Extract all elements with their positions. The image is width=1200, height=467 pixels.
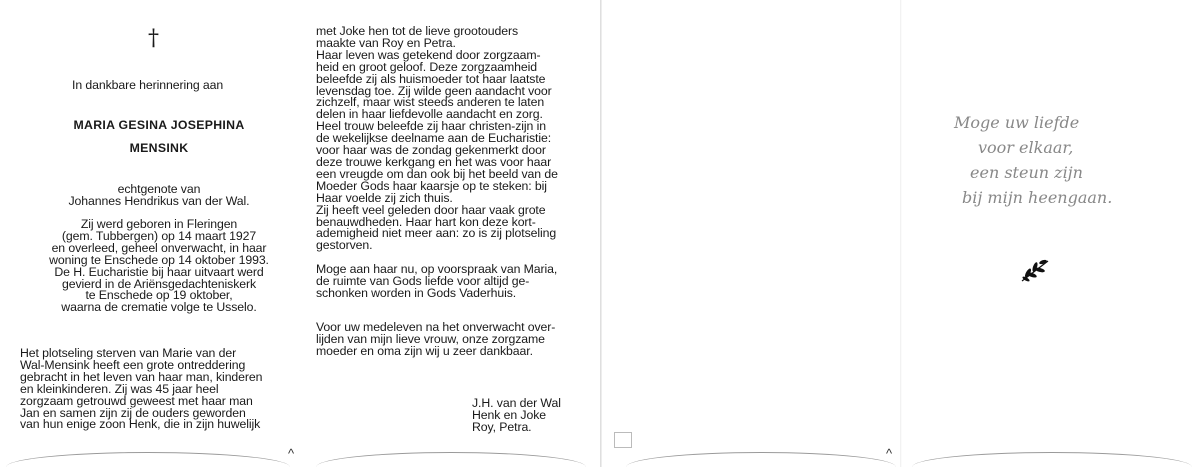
text-line: Heel trouw beleefde zij haar christen-zijn in [316,119,546,134]
verse-line: bij mijn heengaan. [962,188,1113,207]
text-line: levensdag toe. Zij wilde geen aandacht voor [316,83,552,98]
text-line: delen in haar liefdevolle aandacht en zorg. [316,107,543,122]
verse-line: Moge uw liefde [954,113,1080,132]
text-line: de ruimte van Gods liefde voor altijd ge- [316,274,530,289]
spouse-block [34,184,284,208]
intro-text: In dankbare herinnering aan [72,78,224,92]
bio-line: te Enschede op 19 oktober, [85,288,233,303]
bio-line: Zij werd geboren in Fleringen [80,217,238,231]
text-line: beleefde zij als huismoeder tot haar laatste [316,71,546,86]
signature-line: Roy, Petra. [472,419,532,434]
text-line: moeder en oma zijn wij u zeer dankbaar. [316,343,533,358]
memorial-line: van hun enige zoon Henk, die in zijn huwelijk [20,417,261,432]
memorial-text-start [20,348,288,431]
printer-mark-icon [614,432,632,448]
memorial-line: zorgzaam getrouwd geweest met haar man [20,393,253,408]
handwritten-verse [954,110,1154,210]
text-line: een vreugde om dan ook bij het beeld van de [316,166,558,181]
verse-line: een steun zijn [970,163,1083,182]
text-line: voor haar was de zondag gekenmerkt door [316,143,546,158]
bio-line: en overleed, geheel onverwacht, in haar [51,240,267,255]
memorial-line: gebracht in het leven van haar man, kinderen [20,369,263,384]
paragraph [316,319,586,358]
text-line: gestorven. [316,238,373,253]
corner-mark-icon: ^ [886,446,893,461]
corner-mark-icon: ^ [288,446,295,461]
bio-line: woning te Enschede op 14 oktober 1993. [49,252,269,267]
bio-line: gevierd in de Ariënsgedachteniskerk [61,276,257,291]
card-edge [912,452,1192,467]
text-line: Moeder Gods haar kaarsje op te steken: bij [316,178,547,193]
text-line: benauwdheden. Haar hart kon deze kort- [316,214,536,229]
text-line: lijden van mijn lieve vrouw, onze zorgzame [316,331,545,346]
text-line: met Joke hen tot de lieve grootouders [316,24,519,38]
bio-line: (gem. Tubbergen) op 14 maart 1927 [61,228,257,243]
text-line: Haar leven was getekend door zorgzaam- [316,47,541,62]
signature-line: J.H. van der Wal [472,396,561,410]
text-line: ademigheid niet meer aan: zo is zij plotseling [316,226,557,241]
olive-branch-icon [1018,255,1054,285]
verse-line: voor elkaar, [978,138,1074,157]
cross-icon: † [148,26,159,51]
signature-block [472,398,582,434]
text-line: deze trouwe kerkgang en het was voor haar [316,154,552,169]
deceased-name-line2: MENSINK [129,141,189,155]
text-line: Moge aan haar nu, op voorspraak van Maria, [316,262,558,277]
signature-line: Henk en Joke [472,407,546,422]
card-edge [316,452,586,467]
text-line: schonken worden in Gods Vaderhuis. [316,286,517,301]
fold-line [900,0,902,467]
text-line: Haar voelde zij zich thuis. [316,190,453,205]
card-edge [626,452,896,467]
bio-line: De H. Eucharistie bij haar uitvaart werd [54,264,264,279]
text-line: maakte van Roy en Petra. [316,35,456,50]
memorial-line: Wal-Mensink heeft een grote ontreddering [20,357,246,372]
text-line: Zij heeft veel geleden door haar vaak grote [316,202,546,217]
memorial-line: Het plotseling sterven van Marie van der [20,346,237,360]
memorial-line: en kleinkinderen. Zij was 45 jaar heel [20,381,219,396]
paragraph [316,264,586,300]
bio-line: waarna de crematie volge te Usselo. [61,300,257,315]
middle-panel [302,0,602,467]
text-line: heid en groot geloof. Deze zorgzaamheid [316,59,538,74]
deceased-name-line1: MARIA GESINA JOSEPHINA [73,118,245,132]
text-line: zichzelf, maar wist steeds anderen te laten [316,95,545,110]
paragraph [316,26,586,252]
memorial-line: Jan en samen zijn zij de ouders geworden [20,405,246,420]
text-line: Voor uw medeleven na het onverwacht over- [316,319,556,334]
spouse-line: echtgenote van [117,182,201,196]
spouse-line: Johannes Hendrikus van der Wal. [68,193,250,208]
card-edge [6,452,290,467]
left-panel [0,0,302,467]
biography-block [34,219,284,314]
continuation-text [316,26,586,370]
text-line: de wekelijkse deelname aan de Eucharistie: [316,131,552,146]
